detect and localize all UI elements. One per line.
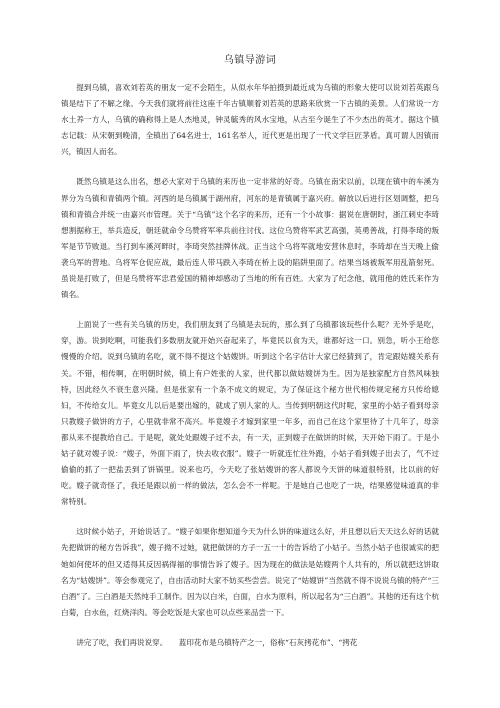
paragraph-specialties: 这时候小姑子，开始说话了。“嫂子如果你想知道今天为什么饼的味道这么好，并且想以后天天这么好的话就先把做饼的秘方告诉我”，嫂子拗不过她，就把做饼的方子一五一十的告诉给了小姑子。当然小姑子也很诚实的把她如何使坏的但又适得其反因祸得福的事情告诉了嫂子。因为现在的做法是姑嫂两个人共有的，所以就把这饼取名为“姑嫂饼”。等会参观完了，自由活动时大家不妨买些尝尝。说完了“姑嫂饼”当然就不得不说说乌镇的特产“三白酒”了。三白酒是天然纯手工制作。因为以白米，白面，白水为原料，所以起名为“三白酒”。其他的还有这个杭白菊，白水鱼，红烧洋肉。等会吃饭是大家也可以点些来品尝一下。	[61, 527, 439, 617]
paragraph-food: 上面说了一些有关乌镇的历史，我们朋友到了乌镇是去玩的，那么到了乌镇都该玩些什么呢？无外乎是吃，穿，游。说到吃啊，可能我们多数朋友就开始兴奋起来了，毕竟民以食为天，谁都好这一口。别急，听小王给您慢慢的介绍。说到乌镇的名吃，就不得不提这个姑嫂饼。听到这个名字估计大家已经猜到了，肯定跟姑嫂关系有关。不错，相传啊，在明朝时候，镇上有户姓张的人家，世代都以做姑嫂饼为生。因为是独家配方自然风味独特，因此经久不衰生意兴隆。但是张家有一个条不成文的规定，为了保证这个秘方世代相传规定秘方只传给媳妇，不传给女儿。毕竟女儿以后是要出嫁的，就成了别人家的人。当传到明朝这代时呢，家里的小姑子看到母亲只教嫂子做饼的方子，心里就非常不高兴。毕竟嫂子才嫁到家里一年多，而自己在这个家里待了十几年了，母亲都从来不提教给自己。于是呢，就处处跟嫂子过不去，有一天，正到嫂子在做饼的时候，天开始下雨了。于是小姑子就对嫂子说：“嫂子，外面下雨了，快去收衣服”。嫂子一听就连忙往外跑，小姑子看到嫂子出去了，气不过偷偷的抓了一把盐丢到了饼锅里。说来也巧，今天吃了张姑嫂饼的客人都说今天饼的味道很特别，比以前的好吃。嫂子就奇怪了，我还是跟以前一样的做法，怎么会不一样呢。于是她自己也吃了一块，结果感觉味道真的非常特别。	[61, 320, 439, 507]
paragraph-history: 既然乌镇是这么出名，想必大家对于乌镇的来历也一定非常的好奇。乌镇在南宋以前，以现在镇中的车溪为界分为乌镇和青镇两个镇。河西的是乌镇属于湖州府，河东的是青镇属于嘉兴府。解放以后进行区划调整，把乌镇和青镇合并统一由嘉兴市管理。关于“乌镇”这个名字的来历，还有一个小故事：据说在唐朝时，浙江刺史李琦想割据称王，举兵造反，朝廷就命令乌赞将军率兵前往讨伐。这位乌赞将军武艺高强，英勇善战，打得李琦的叛军是节节败退。当打到车溪河畔时，李琦突然挂牌休战。正当这个乌将军就地安营休息时，李琦却在当天晚上偷袭乌军的营地。乌将军仓促应战，最后连人带马跌入李琦在桥上设的陷阱里面了。结果当场被叛军用乱箭射死。虽说是打败了，但是乌赞将军忠君爱国的精神却感动了当地的所有百姓。大家为了纪念他，就用他的姓氏来作为镇名。	[61, 177, 439, 300]
document-title: 乌镇导游词	[223, 55, 277, 66]
paragraph-intro: 提到乌镇，喜欢刘若英的朋友一定不会陌生，从似水年华拍摄到最近成为乌镇的形象大使可以说刘若英跟乌镇是结下了不解之缘。今天我们就将前往这座千年古镇顺着刘若英的思路来欣赏一下古镇的美景。人们常说一方水土养一方人，乌镇的确称得上是人杰地灵，钟灵毓秀的风水宝地，从古至今诞生了不少杰出的英才。据这个镇志记载：从宋朝到晚清，全镇出了64名进士，161名举人，近代更是出现了一代文学巨匠茅盾。真可谓人因镇而兴，镇因人而名。	[61, 83, 439, 157]
paragraph-clothing: 讲完了吃，我们再说说穿。 蓝印花布是乌镇特产之一，俗称“石灰拷花布”、“拷花	[76, 637, 358, 647]
